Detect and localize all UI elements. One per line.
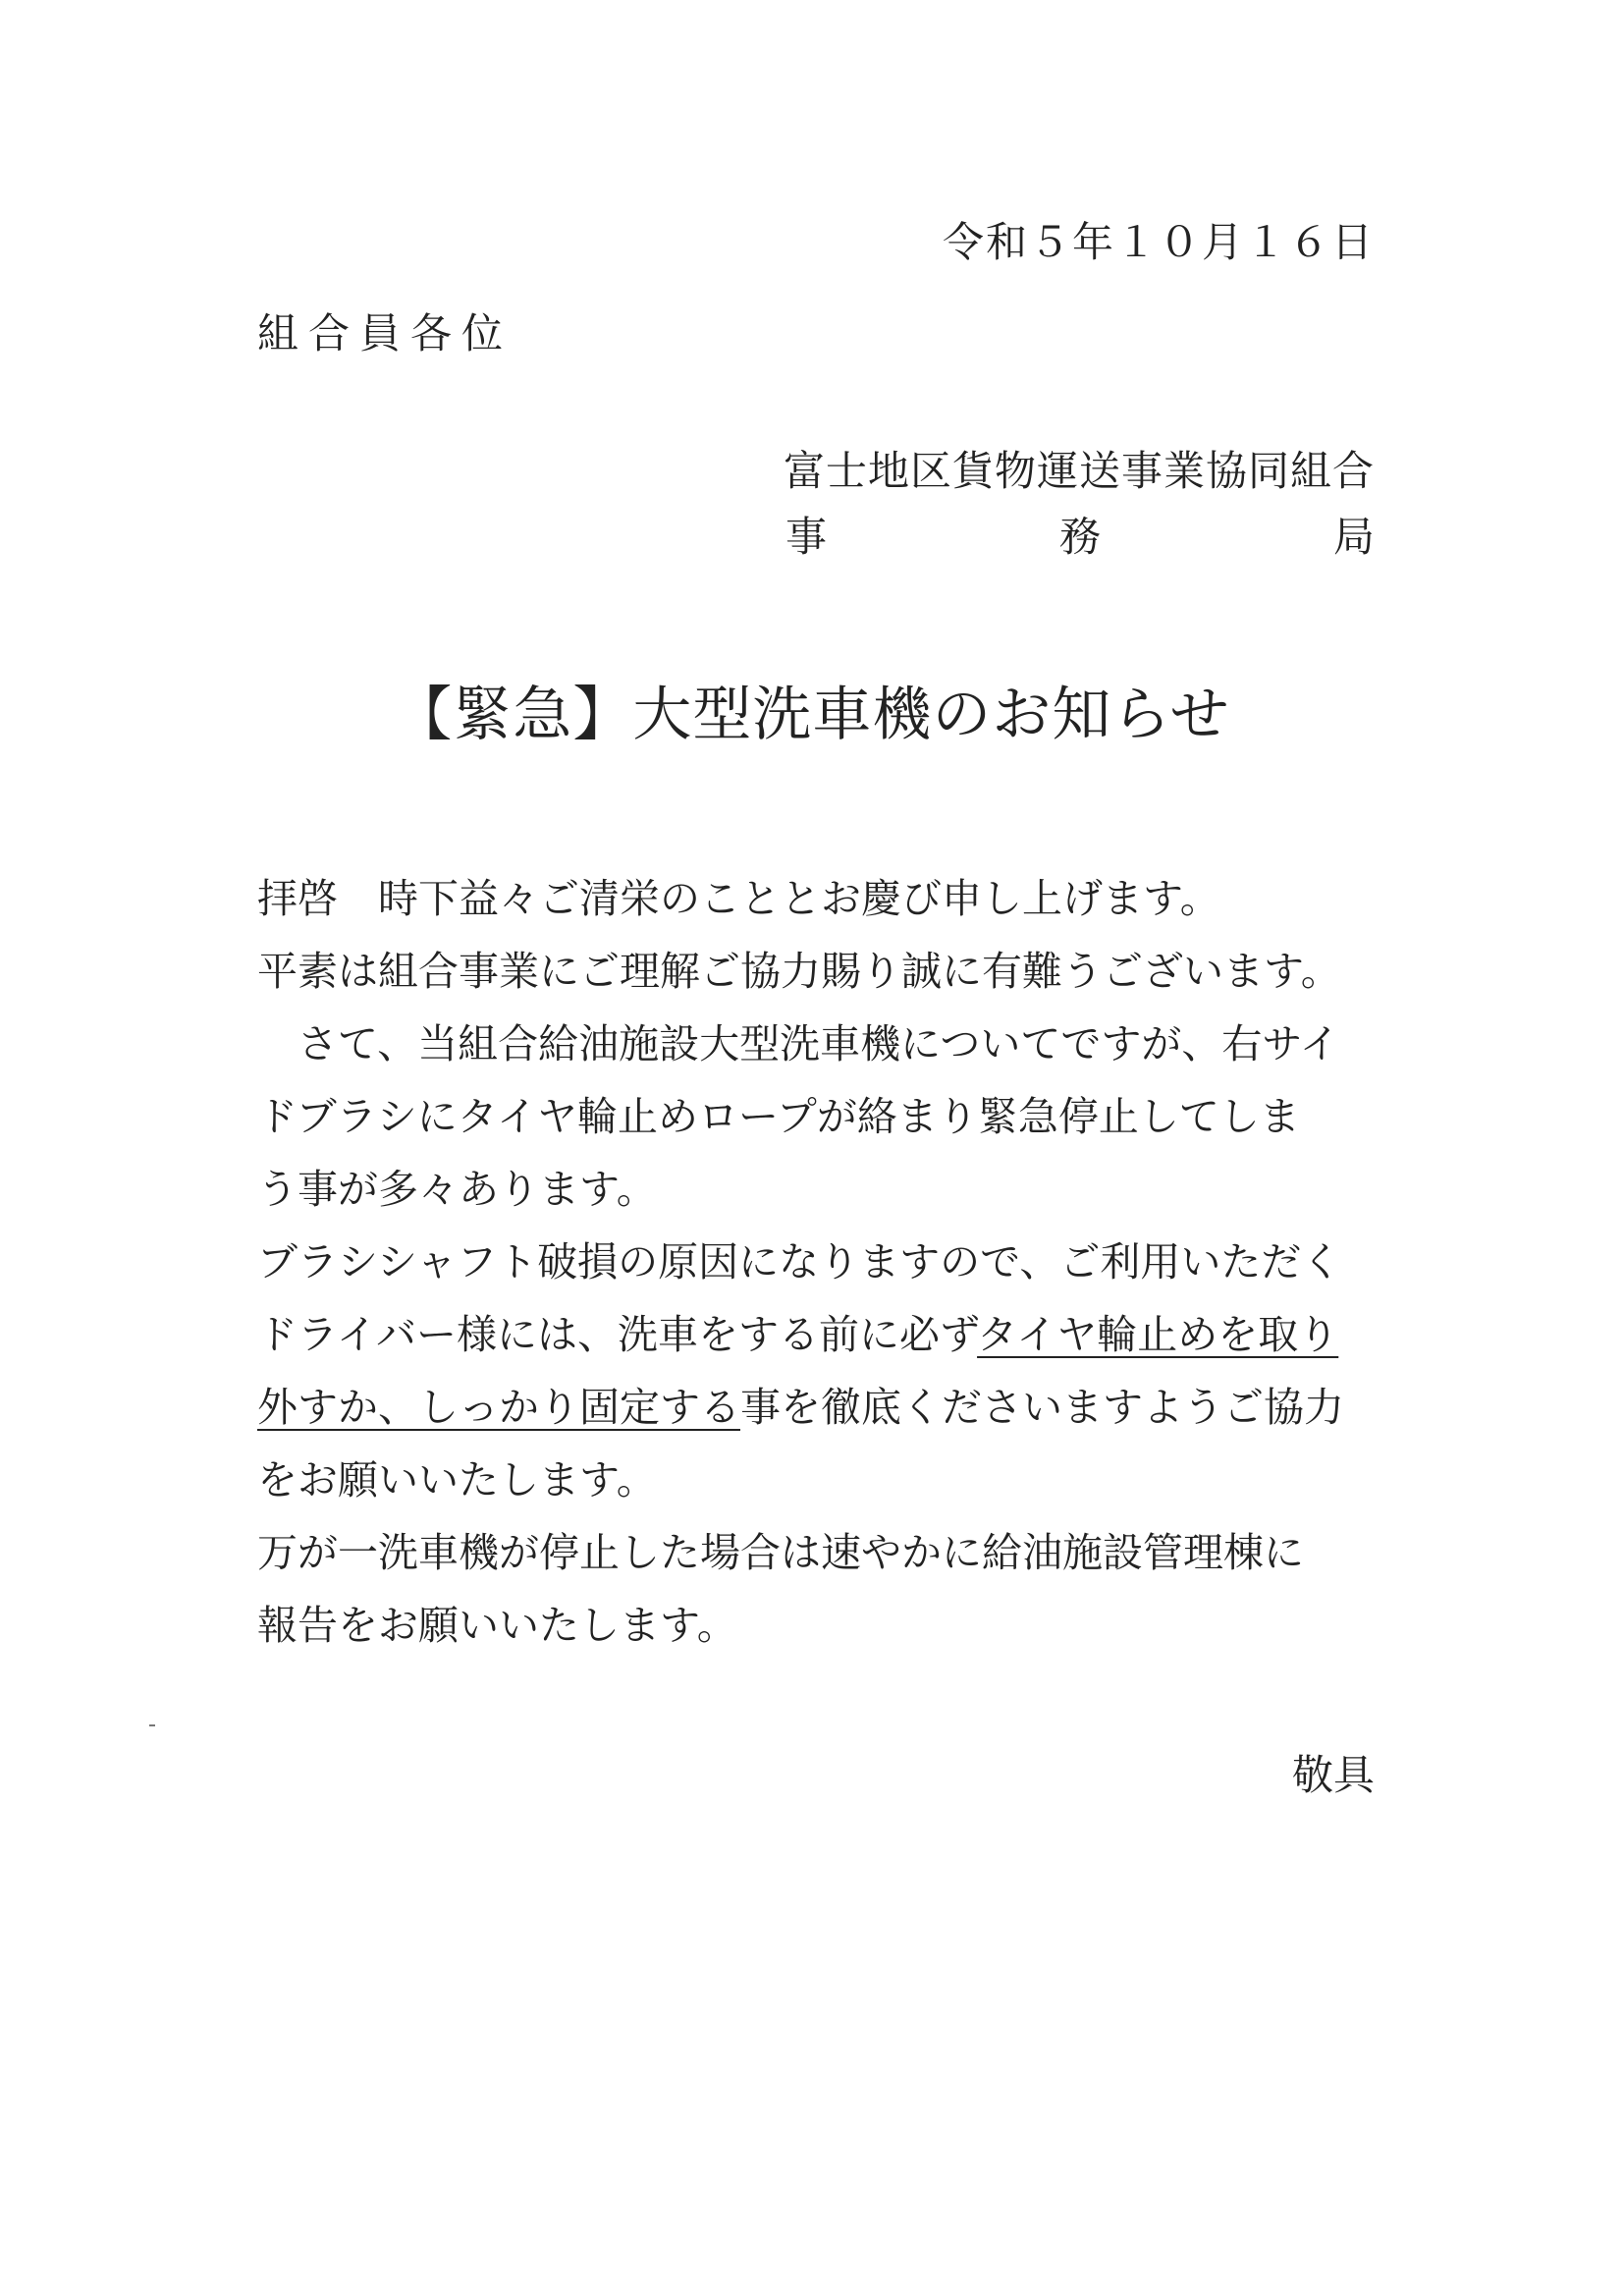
body-line: 平素は組合事業にご理解ご協力賜り誠に有難うございます。 [257, 948, 1341, 995]
body-line [257, 1516, 1386, 1589]
body-line: ドブラシにタイヤ輪止めロープが絡まり緊急停止してしま [257, 1093, 1300, 1140]
sender-office-char: 務 [1058, 513, 1101, 561]
body-text: 事を徹底くださいますようご協力 [740, 1384, 1344, 1431]
sender-office-char: 事 [785, 513, 828, 561]
sender-office [785, 505, 1375, 564]
body-line: をお願いいたします。 [257, 1456, 657, 1503]
highlighted-text: 外すか、しっかり固定する [257, 1384, 740, 1431]
notice-body [257, 862, 1386, 1662]
document-date: 令和５年１０月１６日 [942, 218, 1375, 266]
body-line [257, 1371, 1386, 1444]
body-line: 拝啓 時下益々ご清栄のこととお慶び申し上げます。 [257, 875, 1220, 922]
body-line: さて、当組合給油施設大型洗車機についてですが、右サイ [257, 1020, 1340, 1067]
sender-organization: 富士地区貨物運送事業協同組合 [783, 447, 1375, 495]
marker-highlighted-text: 報告をお願いいたします。 [257, 1602, 737, 1649]
sender-office-char: 局 [1332, 513, 1375, 561]
highlighted-text: タイヤ輪止めを取り [977, 1311, 1339, 1358]
body-line [257, 1298, 1386, 1371]
scan-speck [149, 1724, 155, 1726]
marker-highlighted-text: 万が一洗車機が停止した場合は速やかに給油施設管理棟に [257, 1529, 1304, 1576]
notice-title: 【緊急】大型洗車機のお知らせ [393, 681, 1230, 749]
body-line: う事が多々あります。 [257, 1166, 657, 1213]
body-text: ドライバー様には、洗車をする前に必ず [257, 1311, 978, 1358]
body-line [257, 1589, 1386, 1662]
body-line: ブラシシャフト破損の原因になりますので、ご利用いただく [257, 1238, 1342, 1285]
closing: 敬具 [1291, 1751, 1375, 1799]
recipient: 組合員各位 [257, 309, 514, 357]
